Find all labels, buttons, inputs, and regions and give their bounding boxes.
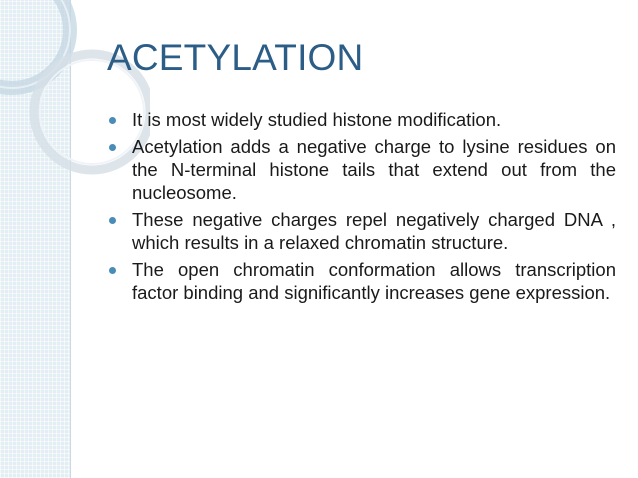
bullet-text: It is most widely studied histone modification.	[132, 109, 502, 130]
bullet-text: These negative charges repel negatively charged DNA , which results in a relaxed chromatin structure.	[132, 209, 616, 253]
bullet-circle-icon	[109, 267, 116, 274]
bullet-list	[107, 108, 616, 308]
bullet-item	[107, 208, 616, 254]
bullet-circle-icon	[109, 144, 116, 151]
bullet-item	[107, 108, 616, 131]
bullet-text: The open chromatin conformation allows transcription factor binding and significantly increases gene expression.	[132, 259, 616, 303]
bullet-text: Acetylation adds a negative charge to lysine residues on the N-terminal histone tails that extend out from the nucleosome.	[132, 136, 616, 203]
bullet-item	[107, 258, 616, 304]
bullet-item	[107, 135, 616, 204]
bullet-circle-icon	[109, 117, 116, 124]
bullet-circle-icon	[109, 217, 116, 224]
slide-title: ACETYLATION	[107, 37, 364, 78]
